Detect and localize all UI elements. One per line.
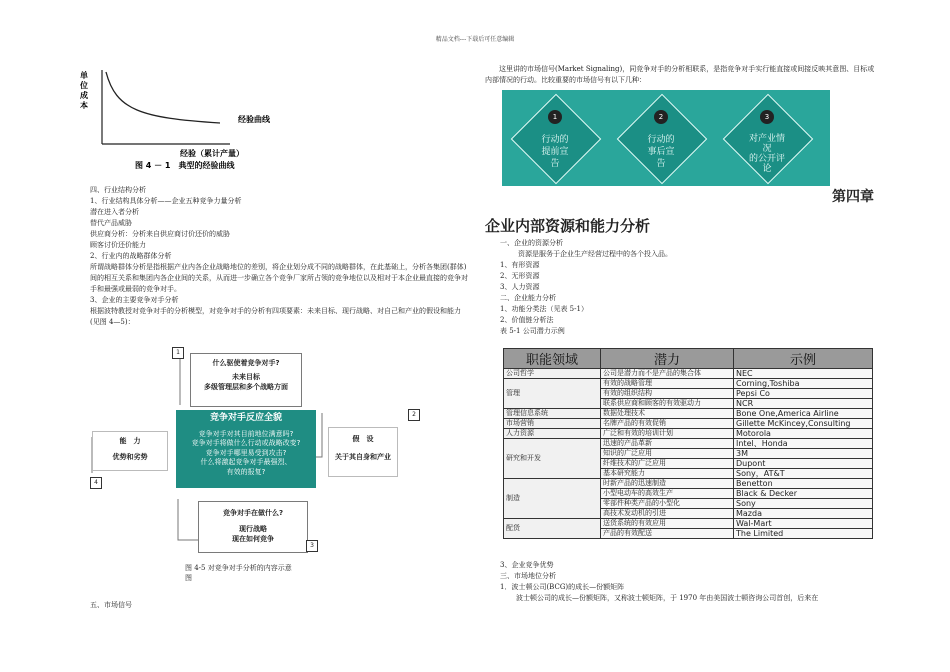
response-line-4: 什么将激起竞争对手最强烈、	[200, 458, 292, 466]
signal-text-1	[520, 134, 590, 170]
diagram-caption	[185, 563, 292, 583]
response-line-2: 竞争对手将做什么行动或战略改变?	[191, 439, 301, 447]
cell-capability: 知识的广泛应用	[601, 449, 734, 459]
capabilities-box	[92, 431, 168, 471]
cell-example: NCR	[734, 399, 873, 409]
cell-capability: 公司是潜力而不是产品的集合体	[601, 369, 734, 379]
future-goals-box	[190, 353, 302, 407]
line-strategic-groups: 2、行业内的战略群体分析	[90, 252, 172, 260]
signal-3-line-4: 论	[762, 164, 772, 174]
future-goals-title: 未来目标	[232, 373, 260, 381]
right-text-block	[500, 238, 880, 337]
capabilities-table	[503, 348, 873, 539]
signal-3-line-1: 对产业情	[748, 134, 785, 144]
para-market-signaling: 这里讲的市场信号(Market Signaling)，同竞争对手的分析相联系，是指竞争对手实行能直接或间接反映其意图、目标或内部情况的行动。比较重要的市场信号有以下几种：	[485, 65, 875, 84]
signal-1-line-3: 告	[550, 159, 560, 169]
experience-curve-figure	[70, 66, 270, 176]
signal-number-1: 1	[548, 110, 562, 124]
diagram-caption-line1: 图 4-5 对竞争对手分析的内容示意	[185, 564, 292, 572]
table-row	[504, 409, 873, 419]
line-market-signals: 五、市场信号	[90, 601, 132, 609]
cell-example: Intel、Honda	[734, 439, 873, 449]
signal-text-2	[626, 134, 696, 170]
cell-area: 市场营销	[504, 419, 601, 429]
line-resource-definition: 资源是服务于企业生产经营过程中的各个投入品。	[518, 250, 672, 258]
cell-example: Sony，AT&T	[734, 469, 873, 479]
cell-example: Black & Decker	[734, 489, 873, 499]
capabilities-title: 能 力	[119, 437, 141, 445]
para-porter-model: 根据波特教授对竞争对手的分析模型，对竞争对手的分析有四项要素：未来目标、现行战略、对自己和产业的假设和能力(见图 4—5)：	[90, 307, 461, 326]
table-caption: 表 5-1 公司潜力示例	[500, 327, 565, 335]
cell-capability: 高技术发动机的引进	[601, 509, 734, 519]
cell-capability: 名牌产品的有效促销	[601, 419, 734, 429]
diagram-num-1: 1	[172, 347, 184, 359]
th-capability: 潜力	[601, 349, 734, 369]
table-row	[504, 519, 873, 529]
line-industry-structure: 四、行业结构分析	[90, 186, 146, 194]
line-capability: 二、企业能力分析	[500, 294, 556, 302]
diagram-num-2: 2	[408, 409, 420, 421]
signal-number-2: 2	[654, 110, 668, 124]
future-goals-desc: 多级管理层和多个战略方面	[204, 383, 288, 391]
para-bcg: 波士顿公司的成长—份额矩阵，又称波士顿矩阵，于 1970 年由美国波士顿咨询公司首创，后来在	[516, 594, 819, 602]
response-line-1: 竞争对手对其目前地位满意吗?	[198, 429, 294, 438]
cell-area: 公司哲学	[504, 369, 601, 379]
para-strategic-groups: 所谓战略群体分析是指根据产业内各企业战略地位的差别，将企业划分成不同的战略群体，在此基础上，分析各集团(群体)间的相互关系和集团内各企业间的关系，从而进一步确立各个竞争厂家所占领的竞争地位以及相对于本企业最直接的竞争对手和最强或最弱的竞争对手。	[90, 263, 468, 293]
table-row	[504, 479, 873, 489]
future-goals-question: 什么驱使着竞争对手?	[212, 359, 280, 367]
cell-capability: 数据处理技术	[601, 409, 734, 419]
cell-capability: 时新产品的迅速制造	[601, 479, 734, 489]
cell-capability: 有效的组织结构	[601, 389, 734, 399]
cell-example: Wal-Mart	[734, 519, 873, 529]
signal-1-line-2: 提前宣	[541, 147, 569, 157]
cell-area: 管理	[504, 379, 601, 409]
line-competitive-advantage: 3、企业竞争优势	[500, 561, 554, 569]
current-strategy-box	[198, 501, 308, 553]
assumptions-desc: 关于其自身和产业	[335, 453, 391, 461]
cell-area: 制造	[504, 479, 601, 519]
cell-example: Corning,Toshiba	[734, 379, 873, 389]
diagram-num-3: 3	[306, 540, 318, 552]
cell-capability: 纤维技术的广泛应用	[601, 459, 734, 469]
cell-area: 人力资源	[504, 429, 601, 439]
table-row	[504, 429, 873, 439]
table-row	[504, 369, 873, 379]
curve-xlabel: 经验（累计产量）	[180, 149, 244, 158]
response-line-3: 竞争对手哪里易受到攻击?	[205, 448, 287, 457]
line-buyers: 顾客讨价还价能力	[90, 241, 146, 249]
line-competitor-analysis: 3、企业的主要竞争对手分析	[90, 296, 179, 304]
cell-example: Dupont	[734, 459, 873, 469]
left-text-block	[90, 185, 470, 328]
page-header: 精品文档---下载后可任意编辑	[435, 36, 515, 43]
chapter-heading: 第四章	[832, 189, 874, 205]
cell-capability: 广泛和有效的培训计划	[601, 429, 734, 439]
cell-area: 管理信息系统	[504, 409, 601, 419]
signal-2-line-3: 告	[656, 159, 666, 169]
cell-capability: 有效的战略管理	[601, 379, 734, 389]
signal-number-3: 3	[760, 110, 774, 124]
line-market-position: 三、市场地位分析	[500, 572, 556, 580]
cell-example: Benetton	[734, 479, 873, 489]
line-suppliers: 供应商分析：分析来自供应商讨价还价的威胁	[90, 230, 230, 238]
signal-3-line-3: 的公开评	[748, 154, 785, 164]
cell-example: 3M	[734, 449, 873, 459]
line-five-forces: 1、行业结构具体分析——企业五种竞争力量分析	[90, 197, 242, 205]
line-value-chain: 2、价值链分析法	[500, 316, 554, 324]
line-resource-analysis: 一、企业的资源分析	[500, 239, 563, 247]
line-human: 3、人力资源	[500, 283, 540, 291]
assumptions-box	[328, 427, 398, 477]
cell-capability: 基本研究能力	[601, 469, 734, 479]
assumptions-title: 假 设	[352, 435, 374, 443]
table-row	[504, 439, 873, 449]
current-strategy-title: 现行战略	[239, 525, 267, 533]
cell-capability: 零部件种类产品的小型化	[601, 499, 734, 509]
curve-ylabel: 单位成本	[80, 71, 88, 110]
curve-caption: 图 4 － 1 典型的经验曲线	[135, 161, 235, 170]
right-bottom-block	[500, 560, 890, 604]
cell-example: NEC	[734, 369, 873, 379]
cell-area: 研究和开发	[504, 439, 601, 479]
cell-area: 配货	[504, 519, 601, 539]
diagram-num-4: 4	[90, 477, 102, 489]
line-intangible: 2、无形资源	[500, 272, 540, 280]
cell-example: Pepsi Co	[734, 389, 873, 399]
line-entrants: 潜在进入者分析	[90, 208, 139, 216]
competitor-analysis-diagram	[90, 345, 416, 555]
curve-line	[106, 72, 220, 123]
cell-capability: 迅速的产品革新	[601, 439, 734, 449]
cell-example: Gillette McKincey,Consulting	[734, 419, 873, 429]
signal-3-line-2: 况	[762, 144, 772, 154]
cell-example: Motorola	[734, 429, 873, 439]
signal-1-line-1: 行动的	[541, 135, 569, 145]
current-strategy-desc: 现在如何竞争	[232, 535, 274, 543]
table-row	[504, 379, 873, 389]
response-line-5: 有效的报复?	[226, 467, 266, 476]
cell-capability: 送货系统的有效应用	[601, 519, 734, 529]
cell-capability: 产品的有效配送	[601, 529, 734, 539]
line-functional: 1、功能分类法（见表 5-1）	[500, 305, 588, 313]
table-row	[504, 419, 873, 429]
line-substitutes: 替代产品威胁	[90, 219, 132, 227]
competitor-response-profile	[176, 410, 316, 488]
cell-example: Bone One,America Airline	[734, 409, 873, 419]
cell-capability: 联系供应商和顾客的有效驱动力	[601, 399, 734, 409]
line-tangible: 1、有形资源	[500, 261, 540, 269]
cell-capability: 小型电动车的高效生产	[601, 489, 734, 499]
th-area: 职能领域	[504, 349, 601, 369]
line-bcg: 1．波士顿公司(BCG)的成长—份额矩阵	[500, 583, 625, 591]
signal-2-line-2: 事后宣	[647, 147, 675, 157]
diagram-caption-line2: 图	[185, 574, 192, 582]
signal-text-3	[732, 134, 802, 174]
cell-example: The Limited	[734, 529, 873, 539]
curve-label: 经验曲线	[238, 115, 270, 124]
chapter-title: 企业内部资源和能力分析	[485, 217, 651, 235]
cell-example: Sony	[734, 499, 873, 509]
current-strategy-question: 竞争对手在做什么?	[222, 509, 284, 517]
th-example: 示例	[734, 349, 873, 369]
signal-2-line-1: 行动的	[647, 135, 675, 145]
response-profile-title: 竞争对手反应全貌	[209, 413, 282, 423]
capabilities-desc: 优势和劣势	[112, 453, 148, 461]
cell-example: Mazda	[734, 509, 873, 519]
